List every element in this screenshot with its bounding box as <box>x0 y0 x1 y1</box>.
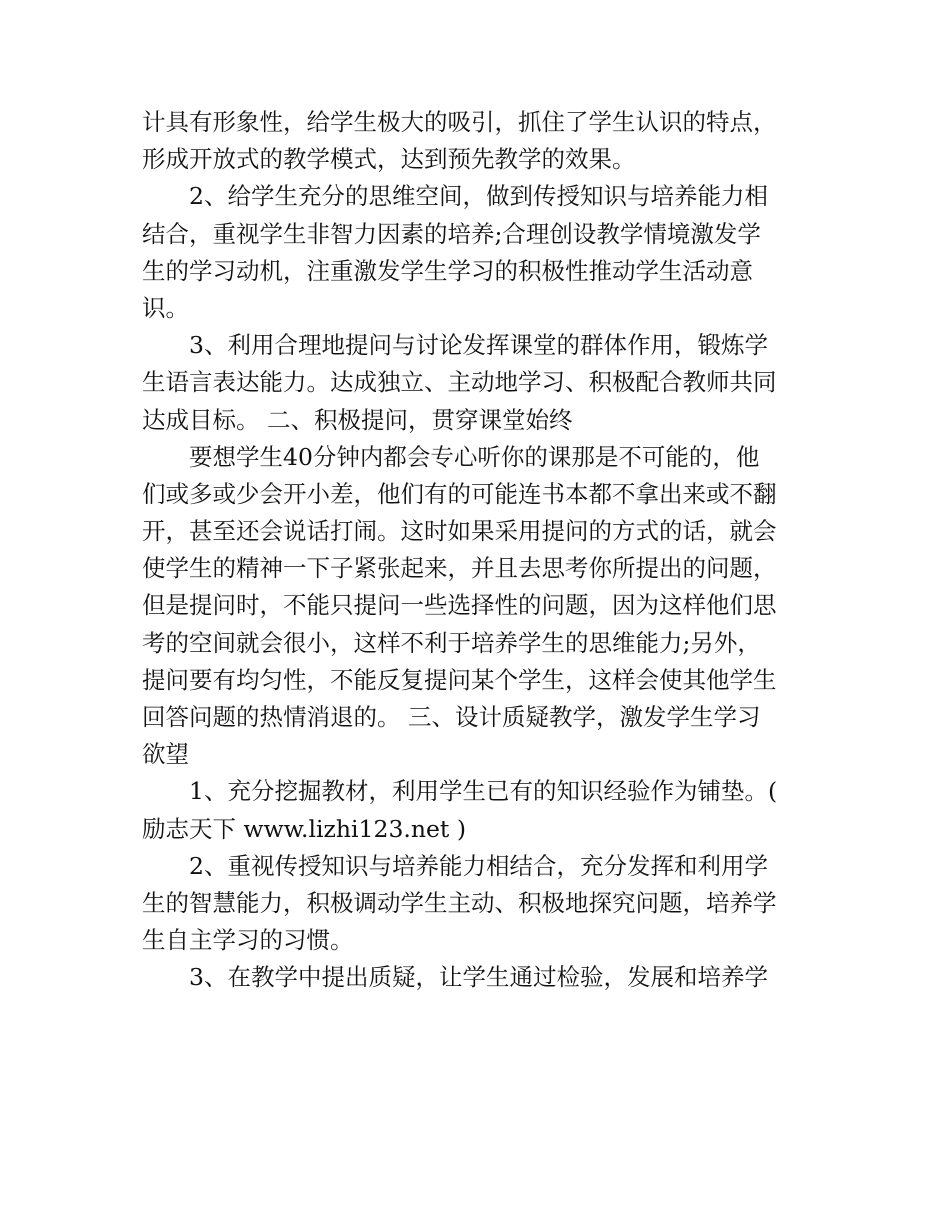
text-line: 3、在教学中提出质疑，让学生通过检验，发展和培养学 <box>189 963 768 992</box>
text-line: 回答问题的热情消退的。 三、设计质疑教学，激发学生学习 <box>142 703 761 731</box>
text-line: 形成开放式的教学模式，达到预先教学的效果。 <box>142 145 636 174</box>
text-line: 开，甚至还会说话打闹。这时如果采用提问的方式的话，就会 <box>142 517 777 546</box>
text-line: 但是提问时，不能只提问一些选择性的问题，因为这样他们思 <box>142 591 777 620</box>
text-line: 生的智慧能力，积极调动学生主动、积极地探究问题，培养学 <box>142 888 777 917</box>
text-line: 欲望 <box>142 740 189 769</box>
text-line: 生语言表达能力。达成独立、主动地学习、积极配合教师共同 <box>142 368 777 397</box>
text-line: 们或多或少会开小差，他们有的可能连书本都不拿出来或不翻 <box>142 479 777 508</box>
text-line: 2、给学生充分的思维空间，做到传授知识与培养能力相 <box>189 182 768 211</box>
text-line: 计具有形象性，给学生极大的吸引，抓住了学生认识的特点， <box>142 108 777 136</box>
text-line: 励志天下 www.lizhi123.net ) <box>142 814 467 843</box>
text-line: 识。 <box>142 293 189 322</box>
text-line: 要想学生40分钟内都会专心听你的课那是不可能的，他 <box>189 442 760 471</box>
text-line: 生的学习动机，注重激发学生学习的积极性推动学生活动意 <box>142 256 753 285</box>
text-line: 1、充分挖掘教材，利用学生已有的知识经验作为铺垫。( <box>189 777 778 806</box>
text-line: 考的空间就会很小，这样不利于培养学生的思维能力;另外， <box>142 628 761 657</box>
text-line: 提问要有均匀性，不能反复提问某个学生，这样会使其他学生 <box>142 665 777 694</box>
text-line: 结合，重视学生非智力因素的培养;合理创设教学情境激发学 <box>142 219 761 248</box>
text-line: 生自主学习的习惯。 <box>142 926 354 955</box>
text-line: 使学生的精神一下子紧张起来，并且去思考你所提出的问题， <box>142 554 777 583</box>
text-line: 2、重视传授知识与培养能力相结合，充分发挥和利用学 <box>189 851 768 880</box>
text-line: 达成目标。 二、积极提问，贯穿课堂始终 <box>142 405 573 434</box>
text-line: 3、利用合理地提问与讨论发挥课堂的群体作用，锻炼学 <box>189 331 768 360</box>
body-text <box>142 104 814 997</box>
